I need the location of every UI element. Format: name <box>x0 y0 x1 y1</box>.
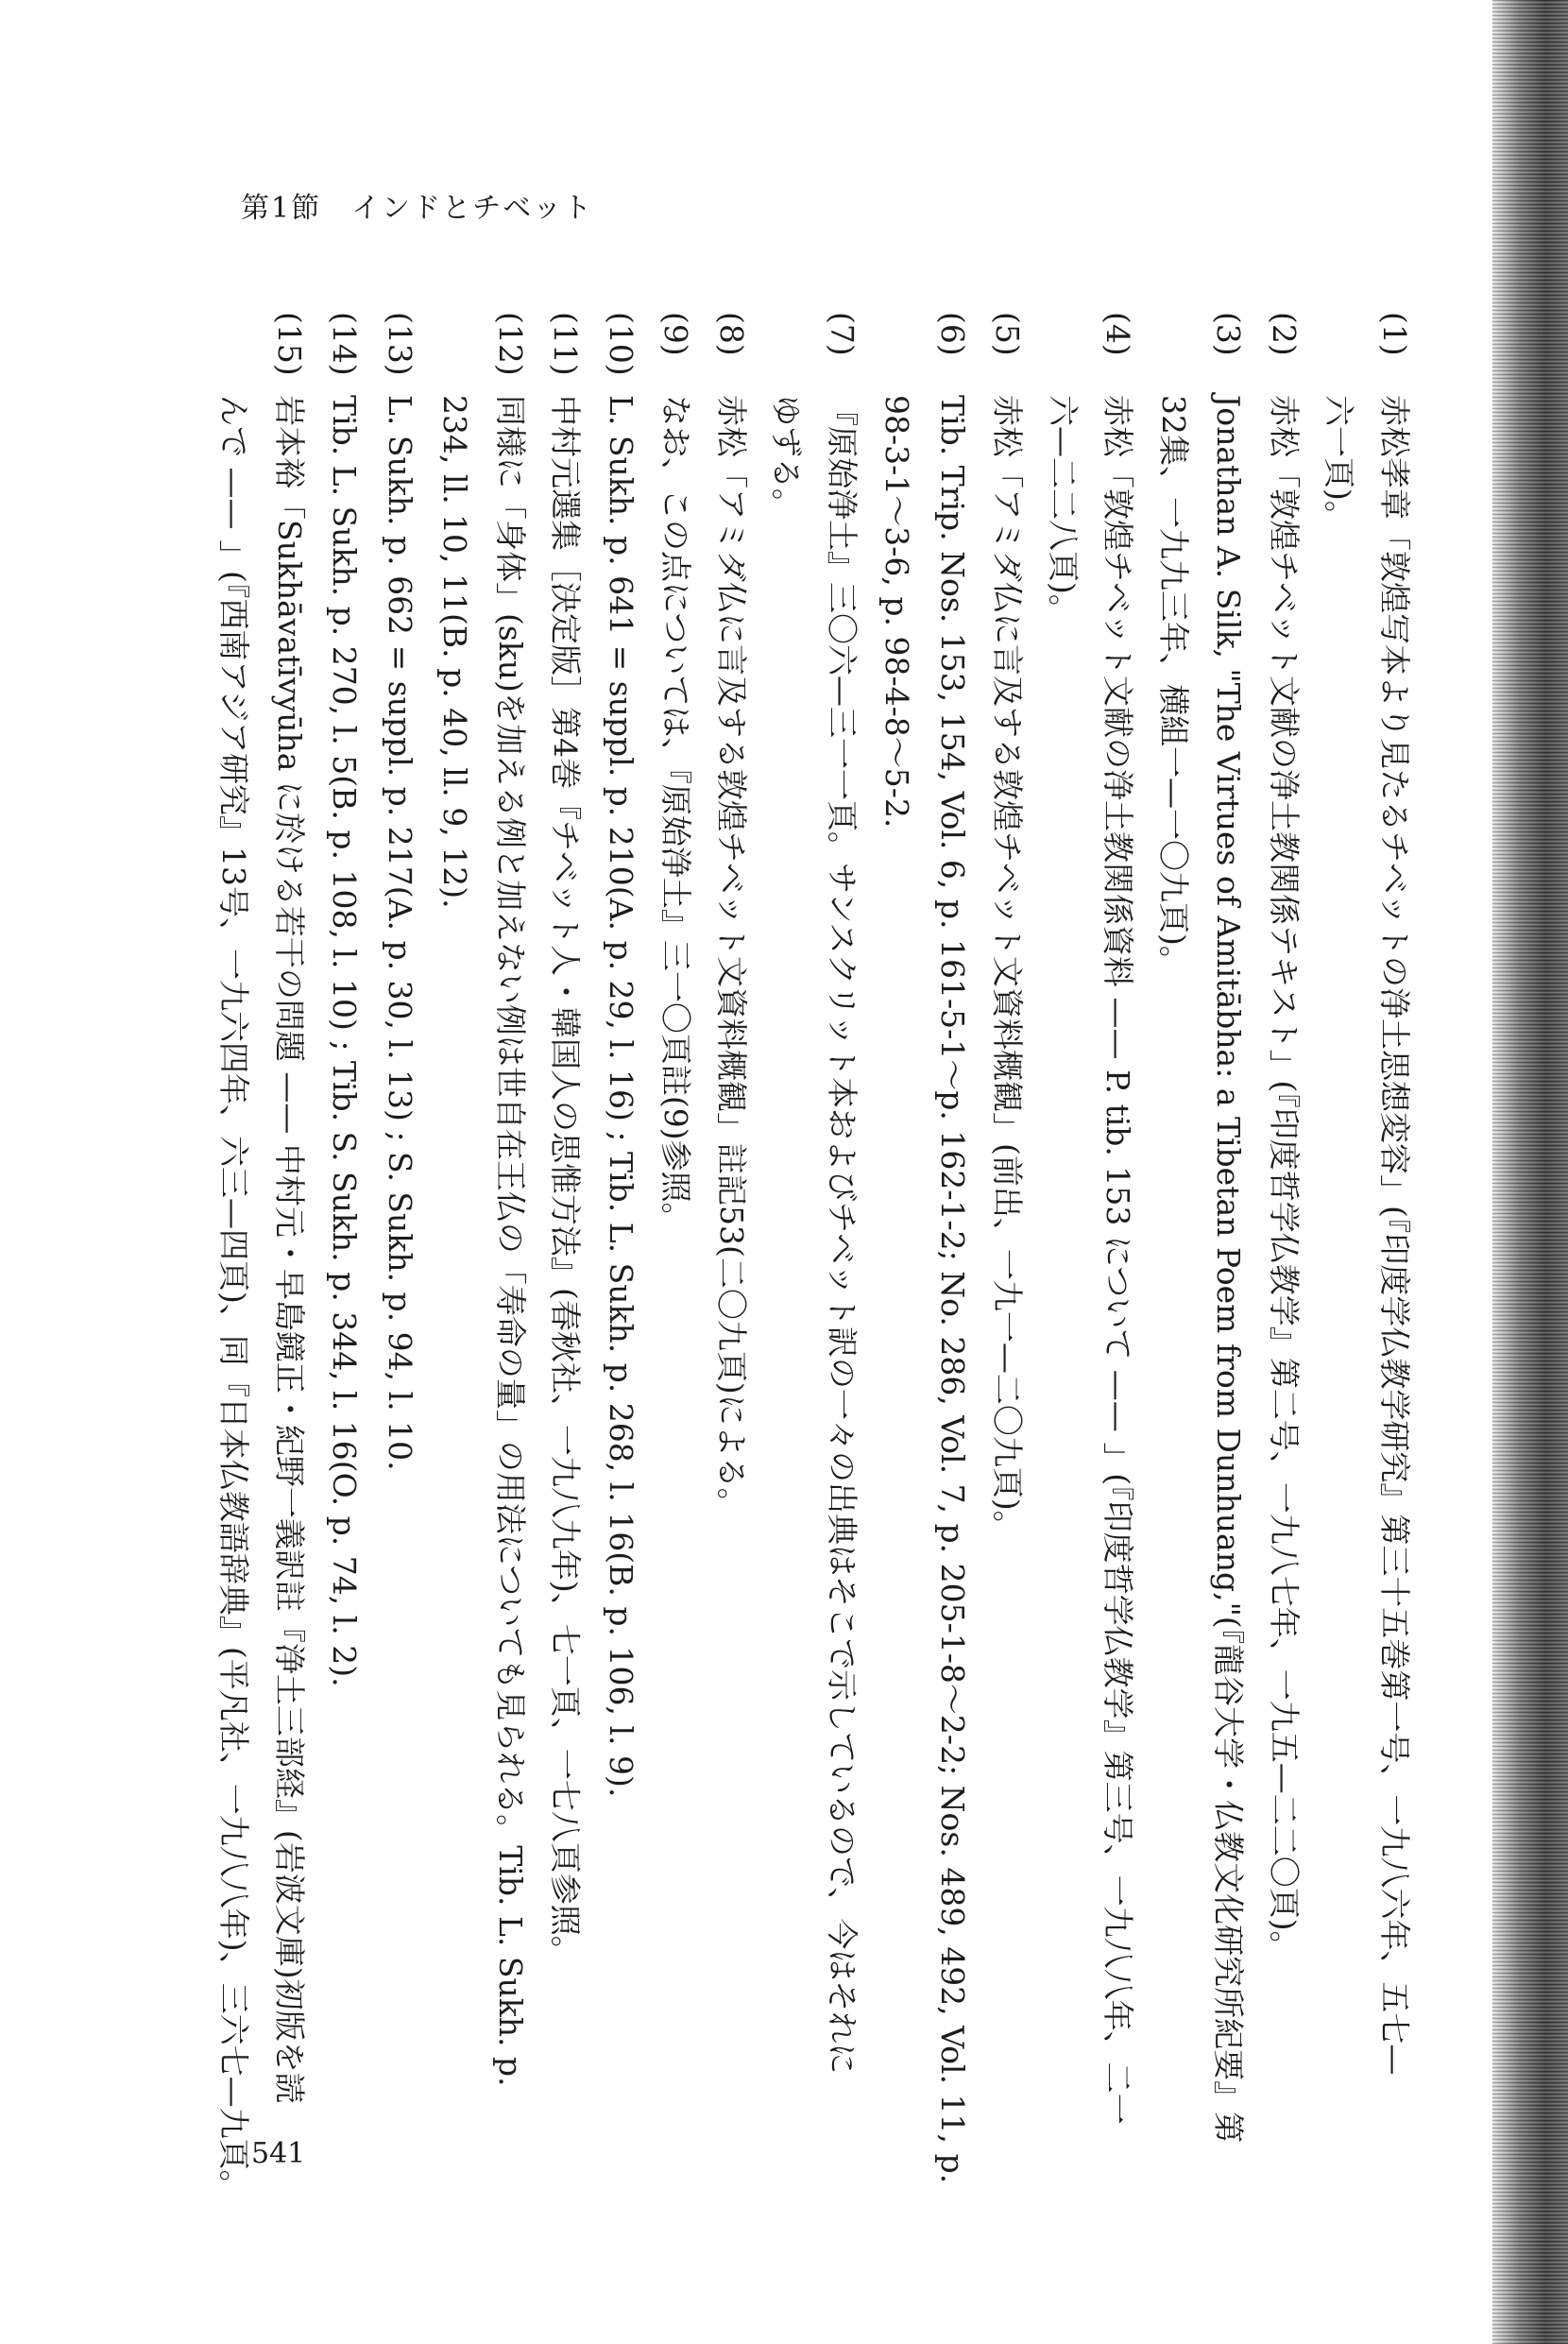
footnote-text <box>316 395 372 1687</box>
page-number: 541 <box>251 2137 306 2170</box>
footnote-15 <box>206 312 316 2201</box>
footnote-line: 『原始浄土』三〇六—三一一頁。サンスクリット本およびチベット訳の一々の出典はそこで示しているので、今はそれに <box>824 395 861 2075</box>
footnote-line: L. Sukh. p. 641 = suppl. p. 210(A. p. 29, l. 16) ; Tib. L. Sukh. p. 268, l. 16(B. p. 106, l. 9). <box>603 395 639 1798</box>
footnote-8 <box>704 312 759 2201</box>
footnote-number: (5) <box>989 312 1027 356</box>
footnote-number: (15) <box>271 312 308 376</box>
footnote-line: Tib. Trip. Nos. 153, 154, Vol. 6, p. 161-5-1～p. 162-1-2; No. 286, Vol. 7, p. 205-1-8～2-2; Nos. 489, 492, Vol. 11, p. <box>934 395 971 2184</box>
footnote-number: (7) <box>824 312 861 356</box>
footnote-line: 32集、一九九三年、横組一—一〇九頁)。 <box>1155 395 1192 977</box>
footnote-line: 赤松「アミダ仏に言及する敦煌チベット文資料概観」(前出、一九一—二〇九頁)。 <box>989 395 1027 1542</box>
footnote-text <box>1256 395 1312 1962</box>
notes-frame <box>215 312 1422 2201</box>
footnote-line: L. Sukh. p. 662 = suppl. p. 217(A. p. 30, l. 13) ; S. Sukh. p. 94, l. 10. <box>382 395 418 1471</box>
footnote-12 <box>427 312 537 2201</box>
footnote-line: 赤松孝章「敦煌写本より見たるチベットの浄土思想変容」(『印度学仏教学研究』第三十五巻第一号、一九八六年、五七— <box>1376 395 1413 2076</box>
footnote-text <box>704 395 759 1519</box>
footnote-number: (12) <box>492 312 529 376</box>
footnote-line: んで —— 」(『西南アジア研究』13号、一九六四年、六三—四頁)、同『日本仏教語辞典』(平凡社、一九八八年)、三六七—九頁。 <box>215 395 253 2201</box>
footnote-line: 岩本裕「Sukhāvatīvyūha に於ける若干の問題 —— 中村元・早島鏡正・紀野一義訳註『浄土三部経』(岩波文庫)初版を読 <box>271 395 308 2104</box>
footnote-line: 同様に「身体」(sku)を加える例と加えない例は世自在王仏の「寿命の量」の用法についても見られる。Tib. L. Sukh. p. <box>492 395 529 2087</box>
footnote-line: 98-3-1～3-6, p. 98-4-8～5-2. <box>878 395 916 829</box>
scan-shadow-edge <box>1492 0 1568 2344</box>
footnote-line: 赤松「敦煌チベット文献の浄土教関係テキスト」(『印度哲学仏教学』第二号、一九八七年、一九五—二二〇頁)。 <box>1266 395 1303 1962</box>
footnote-number: (11) <box>547 312 585 376</box>
footnote-number: (3) <box>1210 312 1248 356</box>
notes-list <box>215 312 1422 2201</box>
footnote-number: (1) <box>1376 312 1413 356</box>
footnote-4 <box>1035 312 1146 2201</box>
footnote-text <box>593 395 649 1797</box>
footnote-1 <box>1311 312 1422 2201</box>
footnote-number: (14) <box>326 312 364 376</box>
footnote-text <box>648 395 704 1234</box>
footnote-line: Tib. L. Sukh. p. 270, l. 5(B. p. 108, l. 10) ; Tib. S. Sukh. p. 344, l. 16(O. p. 74, l. 2). <box>326 395 364 1687</box>
footnote-9 <box>648 312 704 2201</box>
footnote-2 <box>1256 312 1312 2201</box>
footnote-text <box>758 395 869 2074</box>
footnote-text <box>980 395 1035 1542</box>
footnote-5 <box>980 312 1035 2201</box>
footnote-text <box>1311 395 1422 2075</box>
footnote-14 <box>316 312 372 2201</box>
footnote-text <box>206 395 316 2201</box>
footnote-line: Jonathan A. Silk, "The Virtues of Amitābha: a Tibetan Poem from Dunhuang,"(『龍谷大学・仏教文化研究所紀要』第 <box>1210 395 1248 2144</box>
footnote-number: (8) <box>713 312 750 356</box>
footnote-text <box>372 395 428 1471</box>
footnote-3 <box>1146 312 1256 2201</box>
footnote-number: (9) <box>657 312 695 356</box>
footnote-text <box>537 395 593 1967</box>
footnote-number: (2) <box>1266 312 1303 356</box>
footnote-text <box>427 395 537 2087</box>
footnote-10 <box>593 312 649 2201</box>
footnote-line: 赤松「敦煌チベット文献の浄土教関係資料 —— P. tib. 153 について —— 」(『印度哲学仏教学』第三号、一九八八年、二一 <box>1099 395 1137 2125</box>
footnote-line: 中村元選集［決定版］第4巻『チベット人・韓国人の思惟方法』(春秋社、一九八九年)、七一頁、一七八頁参照。 <box>547 395 585 1967</box>
footnote-line: なお、この点については、『原始浄土』三一〇頁註(9)参照。 <box>657 395 695 1234</box>
footnote-11 <box>537 312 593 2201</box>
footnote-line: ゆずる。 <box>768 395 806 520</box>
footnote-number: (13) <box>382 312 418 376</box>
footnote-text <box>869 395 980 2183</box>
footnote-line: 234, ll. 10, 11(B. p. 40, ll. 9, 12). <box>436 395 474 909</box>
footnote-text <box>1146 395 1256 2143</box>
footnote-number: (4) <box>1099 312 1137 356</box>
footnote-6 <box>869 312 980 2201</box>
footnote-7 <box>758 312 869 2201</box>
footnote-text <box>1035 395 1146 2125</box>
footnote-number: (10) <box>603 312 639 376</box>
footnote-line: 赤松「アミダ仏に言及する敦煌チベット文資料概観」註記53(二〇九頁)による。 <box>713 395 750 1519</box>
footnote-13 <box>372 312 428 2201</box>
footnote-number: (6) <box>934 312 971 356</box>
footnote-line: 六一頁)。 <box>1321 395 1358 532</box>
footnote-line: 六—二二八頁)。 <box>1045 395 1082 625</box>
section-header: 第1節 インドとチベット <box>241 192 594 225</box>
